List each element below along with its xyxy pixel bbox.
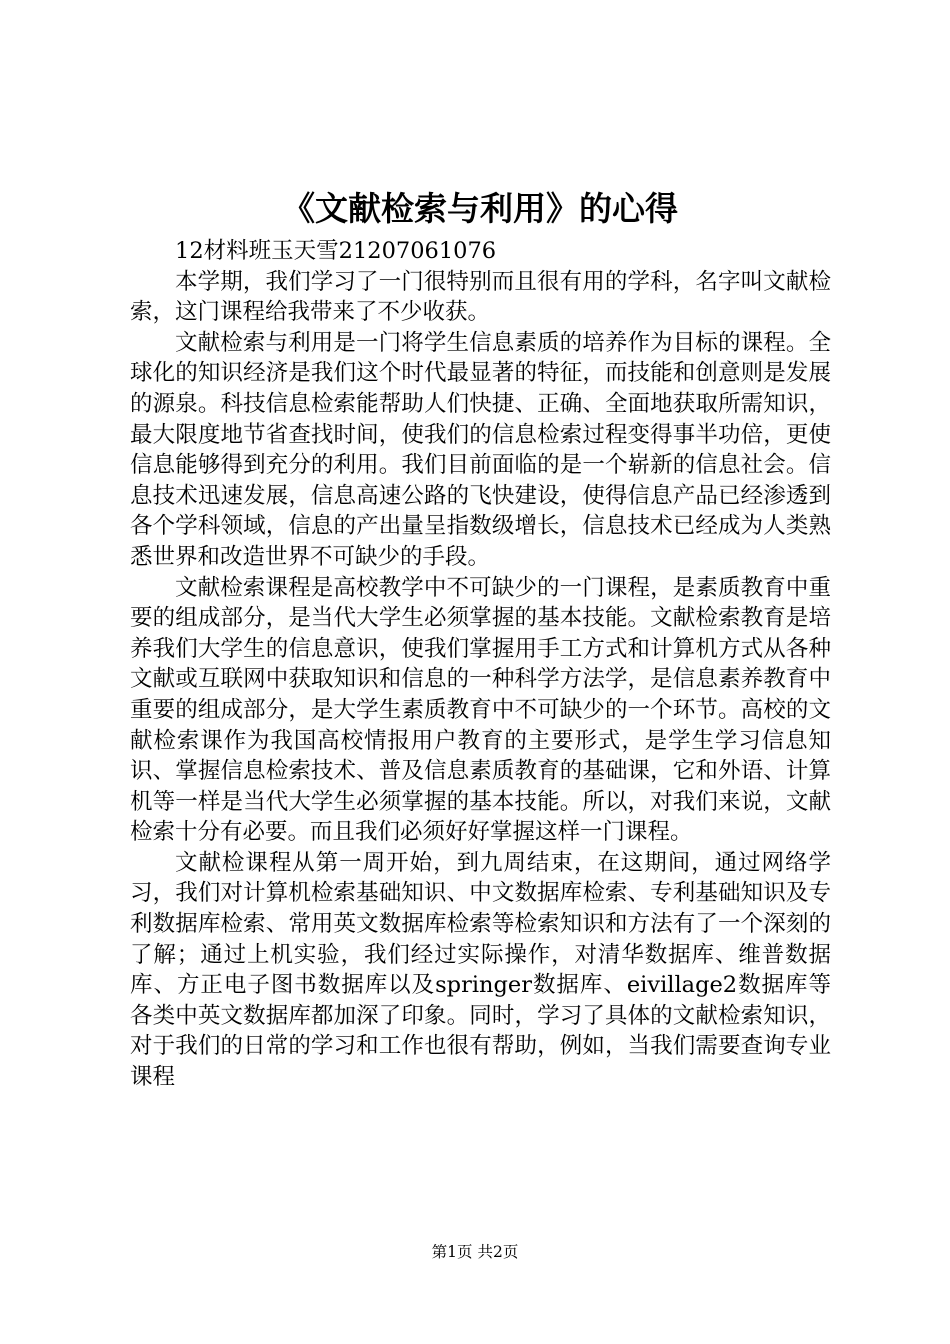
page-footer: 第1页 共2页 (431, 1243, 519, 1261)
document-body (130, 236, 831, 1093)
document-title: 《文献检索与利用》的心得 (282, 189, 678, 228)
paragraph: 文献检索与利用是一门将学生信息素质的培养作为目标的课程。全球化的知识经济是我们这个时代最显著的特征，而技能和创意则是发展的源泉。科技信息检索能帮助人们快捷、正确、全面地获取所需知识，最大限度地节省查找时间，使我们的信息检索过程变得事半功倍，更使信息能够得到充分的利用。我们目前面临的是一个崭新的信息社会。信息技术迅速发展，信息高速公路的飞快建设，使得信息产品已经渗透到各个学科领域，信息的产出量呈指数级增长，信息技术已经成为人类熟悉世界和改造世界不可缺少的手段。 (130, 329, 831, 570)
paragraph: 文献检课程从第一周开始，到九周结束，在这期间，通过网络学习，我们对计算机检索基础知识、中文数据库检索、专利基础知识及专利数据库检索、常用英文数据库检索等检索知识和方法有了一个深刻的了解；通过上机实验，我们经过实际操作，对清华数据库、维普数据库、方正电子图书数据库以及springer数据库、eivillage2数据库等各类中英文数据库都加深了印象。同时，学习了具体的文献检索知识，对于我们的日常的学习和工作也很有帮助，例如，当我们需要查询专业课程 (130, 849, 831, 1091)
paragraph: 本学期，我们学习了一门很特别而且很有用的学科，名字叫文献检索，这门课程给我带来了不少收获。 (130, 268, 831, 326)
paragraph: 文献检索课程是高校教学中不可缺少的一门课程，是素质教育中重要的组成部分，是当代大学生必须掌握的基本技能。文献检索教育是培养我们大学生的信息意识，使我们掌握用手工方式和计算机方式从各种文献或互联网中获取知识和信息的一种科学方法学，是信息素养教育中重要的组成部分，是大学生素质教育中不可缺少的一个环节。高校的文献检索课作为我国高校情报用户教育的主要形式，是学生学习信息知识、掌握信息检索技术、普及信息素质教育的基础课，它和外语、计算机等一样是当代大学生必须掌握的基本技能。所以，对我们来说，文献检索十分有必要。而且我们必须好好掌握这样一门课程。 (130, 574, 831, 846)
author-line: 12材料班玉天雪21207061076 (175, 238, 497, 264)
